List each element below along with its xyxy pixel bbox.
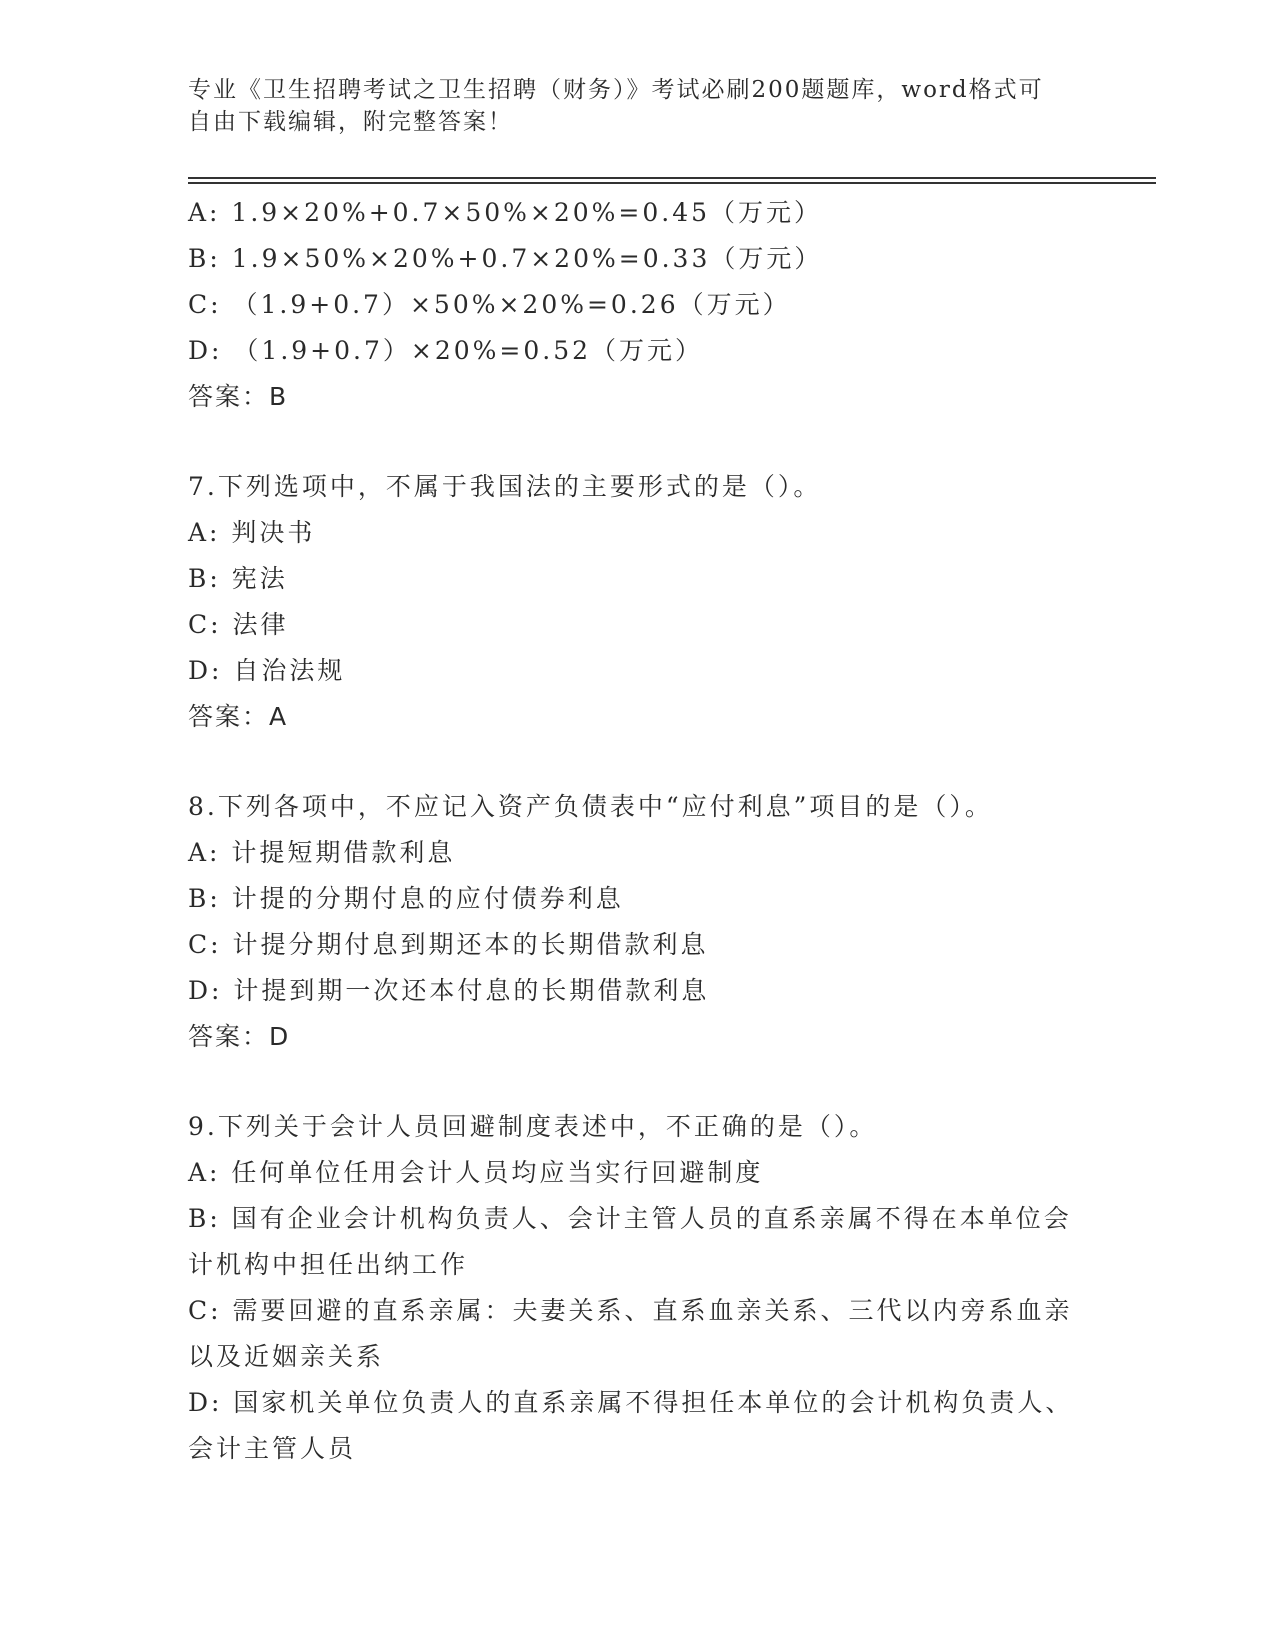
header-divider-top: [188, 177, 1156, 179]
question-text: 8.下列各项中，不应记入资产负债表中“应付利息”项目的是（）。: [188, 792, 993, 821]
option-a: A: 1.9×20%+0.7×50%×20%=0.45（万元）: [188, 198, 823, 227]
option-d: D: 国家机关单位负责人的直系亲属不得担任本单位的会计机构负责人、会计主管人员: [188, 1388, 1074, 1463]
answer: 答案：A: [188, 702, 289, 731]
option-c: C: 法律: [188, 610, 289, 639]
option-a: A: 计提短期借款利息: [188, 838, 456, 867]
option-d: D: （1.9+0.7）×20%=0.52（万元）: [188, 336, 704, 365]
answer: 答案：D: [188, 1022, 291, 1051]
option-d: D: 计提到期一次还本付息的长期借款利息: [188, 976, 710, 1005]
option-b: B: 宪法: [188, 564, 288, 593]
question-text: 7.下列选项中，不属于我国法的主要形式的是（）。: [188, 472, 822, 501]
answer: 答案：B: [188, 382, 289, 411]
document-header: 专业《卫生招聘考试之卫生招聘（财务）》考试必刷200题题库，word格式可自由下载编辑，附完整答案！: [188, 77, 1044, 135]
question-8: [188, 784, 1088, 1060]
option-d: D: 自治法规: [188, 656, 346, 685]
option-c: C: （1.9+0.7）×50%×20%=0.26（万元）: [188, 290, 791, 319]
question-9: [188, 1104, 1088, 1472]
question-6: [188, 190, 1088, 420]
question-list: [188, 190, 1088, 1472]
option-b: B: 1.9×50%×20%+0.7×20%=0.33（万元）: [188, 244, 823, 273]
header-divider-bottom: [188, 182, 1156, 184]
option-b: B: 计提的分期付息的应付债券利息: [188, 884, 624, 913]
option-c: C: 计提分期付息到期还本的长期借款利息: [188, 930, 709, 959]
option-a: A: 任何单位任用会计人员均应当实行回避制度: [188, 1158, 764, 1187]
question-text: 9.下列关于会计人员回避制度表述中，不正确的是（）。: [188, 1112, 878, 1141]
option-b: B: 国有企业会计机构负责人、会计主管人员的直系亲属不得在本单位会计机构中担任出纳工作: [188, 1204, 1072, 1279]
option-a: A: 判决书: [188, 518, 316, 547]
option-c: C: 需要回避的直系亲属：夫妻关系、直系血亲关系、三代以内旁系血亲以及近姻亲关系: [188, 1296, 1073, 1371]
question-7: [188, 464, 1088, 740]
